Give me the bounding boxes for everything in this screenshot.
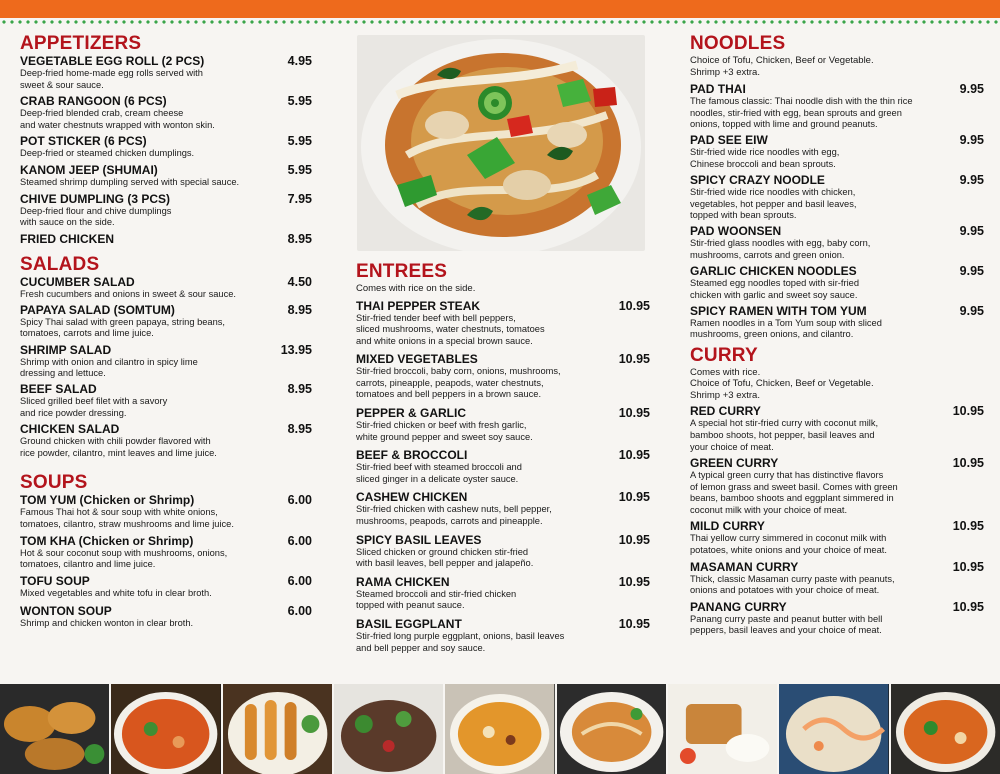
note-line: Choice of Tofu, Chicken, Beef or Vegetable. [690,378,874,390]
menu-item-price: 13.95 [280,342,312,357]
menu-item-name: SPICY RAMEN WITH TOM YUM [690,303,867,318]
menu-item-name: CHICKEN SALAD [20,421,120,436]
menu-item-description: Steamed egg noodles toped with sir-fried [690,277,859,288]
menu-item-name: THAI PEPPER STEAK [356,298,481,313]
menu-item-description: of lemon grass and sweet basil. Comes with green [690,481,898,492]
menu-item-price: 6.00 [287,574,312,589]
menu-item-description: and bell pepper and soy sauce. [356,642,486,653]
menu-item-description: Panang curry paste and peanut butter with bell [690,613,883,624]
menu-item-price: 8.95 [287,421,312,436]
menu-item-name: BEEF SALAD [20,382,97,397]
menu-item-price: 8.95 [287,231,312,246]
menu-item-description: tomatoes, cilantro and lime juice. [20,559,156,570]
salads-list [20,275,312,459]
menu-item-name: GREEN CURRY [690,456,779,471]
menu-item [20,422,312,459]
menu-item-description: Spicy Thai salad with green papaya, string beans, [20,316,225,327]
menu-item-name: SPICY BASIL LEAVES [356,532,482,547]
section-title-curry: CURRY [690,344,758,366]
left-column [20,34,312,629]
menu-item-description: Chinese broccoli and bean sprouts. [690,158,836,169]
menu-item-row [690,82,984,96]
menu-item-description: Ramen noodles in a Tom Yum soup with sliced [690,317,882,328]
menu-item-name: BASIL EGGPLANT [356,617,462,631]
menu-item-description: your choice of meat. [690,441,774,452]
menu-item [690,173,984,222]
menu-item-description: sliced ginger in a delicate oyster sauce. [356,473,519,484]
menu-item-row [690,264,984,278]
menu-item-row [690,304,984,318]
menu-item-description: Stir-fried beef with steamed broccoli and [356,462,522,473]
dotted-border [0,19,1000,25]
menu-item-price: 10.95 [618,574,650,589]
menu-item-description: chicken with garlic and sweet soy sauce. [690,289,858,300]
menu-item-price: 10.95 [618,532,650,547]
menu-item-description: Steamed broccoli and stir-fried chicken [356,588,517,599]
menu-item-description: onions, topped with lime and ground peanuts. [690,119,878,130]
menu-item-row [20,232,312,246]
menu-item-description: Fresh cucumbers and onions in sweet & sour sauce. [20,288,237,299]
note-line: Shrimp +3 extra. [690,66,760,78]
curry-section [690,346,984,637]
menu-item-description: Shrimp with onion and cilantro in spicy lime [20,356,198,367]
entrees-section [356,262,650,654]
menu-item [690,224,984,261]
menu-item-name: MILD CURRY [690,519,765,534]
menu-item-description: mushrooms, carrots and green onion. [690,249,845,260]
menu-item-description: dressing and lettuce. [20,368,106,379]
menu-item-description: The famous classic: Thai noodle dish with the thin rice [690,96,913,106]
pad-thai-photo [557,684,668,774]
beef-salad-photo [334,684,445,774]
menu-item [356,617,650,654]
menu-item [20,54,312,91]
menu-item-row [690,600,984,614]
menu-item-name: SHRIMP SALAD [20,342,112,357]
menu-item [20,343,312,380]
menu-item-name: PAD WOONSEN [690,224,782,239]
menu-item-price: 9.95 [959,303,984,318]
menu-item-row [20,303,312,317]
katsu-rice-photo [668,684,779,774]
noodles-list [690,82,984,341]
menu-item-row [356,575,650,589]
menu-item [20,192,312,229]
menu-item-description: Stir-fried long purple eggplant, onions, basil leaves [356,631,565,641]
menu-item-description: Stir-fried broccoli, baby corn, onions, mushrooms, [356,366,561,377]
appetizers-section [20,34,312,246]
menu-item-row [690,173,984,187]
menu-item-row [690,404,984,418]
menu-item-row [20,54,312,68]
menu-item-name: BEEF & BROCCOLI [356,448,468,463]
soups-section [20,473,312,629]
menu-item [690,600,984,637]
menu-item-description: and water chestnuts wrapped with wonton skin. [20,119,215,130]
section-title-soups: SOUPS [20,472,88,494]
menu-item [356,490,650,527]
menu-item-price: 6.00 [287,603,312,618]
menu-item [20,604,312,630]
section-title-noodles: NOODLES [690,33,786,54]
menu-item-description: A special hot stir-fried curry with coconut milk, [690,418,879,429]
menu-item-description: Sliced grilled beef filet with a savory [20,396,168,407]
menu-item-row [356,448,650,462]
menu-item-name: KANOM JEEP (SHUMAI) [20,162,158,177]
menu-item [690,264,984,301]
menu-item-name: RED CURRY [690,404,761,419]
menu-item-name: PEPPER & GARLIC [356,406,467,421]
menu-item-price: 9.95 [959,82,984,96]
menu-item-description: tomatoes, carrots and lime juice. [20,328,154,339]
menu-item [20,275,312,301]
menu-item-name: FRIED CHICKEN [20,231,115,246]
menu-item [690,404,984,453]
menu-item [20,94,312,131]
menu-item-row [356,299,650,313]
note-line: Comes with rice. [690,366,761,378]
curry-list [690,404,984,637]
right-column [690,34,984,637]
menu-item-row [20,493,312,507]
note-line: Comes with rice on the side. [356,283,476,294]
menu-item-price: 10.95 [952,599,984,614]
menu-item-row [356,533,650,547]
menu-item [690,560,984,597]
menu-item-row [20,192,312,206]
section-title-entrees: ENTREES [356,261,448,282]
menu-item-name: SPICY CRAZY NOODLE [690,172,825,187]
menu-item-row [690,224,984,238]
stir-fry-photo [357,35,645,251]
menu-item [690,82,984,131]
menu-item-price: 10.95 [618,617,650,631]
menu-item-row [356,617,650,631]
menu-item-name: CASHEW CHICKEN [356,490,468,505]
salads-section [20,255,312,459]
menu-item-row [20,382,312,396]
menu-item-row [20,534,312,548]
menu-item-price: 5.95 [287,162,312,177]
menu-item-description: topped with peanut sauce. [356,600,465,611]
menu-item-name: TOFU SOUP [20,574,90,589]
menu-item-name: TOM KHA (Chicken or Shrimp) [20,533,194,548]
menu-item-description: noodles, stir-fried with egg, bean sprouts and green [690,107,902,118]
menu-item-price: 4.95 [287,54,312,68]
menu-item-row [20,275,312,289]
menu-item-description: sweet & sour sauce. [20,79,104,90]
menu-item-row [20,94,312,108]
menu-item-price: 10.95 [618,298,650,313]
menu-item-description: with basil leaves, bell pepper and jalapeño. [356,558,534,569]
menu-item-name: RAMA CHICKEN [356,574,450,589]
menu-item-price: 10.95 [952,519,984,534]
menu-item-description: carrots, pineapple, peapods, water chestnuts, [356,377,544,388]
menu-item-description: Stir-fried glass noodles with egg, baby corn, [690,238,871,249]
menu-item-row [690,133,984,147]
menu-item [20,493,312,530]
menu-item-description: Stir-fried chicken with cashew nuts, bell pepper, [356,504,552,515]
menu-item-description: Deep-fried or steamed chicken dumplings. [20,148,195,159]
menu-item [356,448,650,485]
note-line: Shrimp +3 extra. [690,389,760,401]
menu-item-description: Thai yellow curry simmered in coconut milk with [690,533,887,544]
menu-item [20,303,312,340]
menu-item-name: MIXED VEGETABLES [356,352,478,367]
menu-item-description: white ground pepper and sweet soy sauce. [356,431,533,442]
menu-item-description: beans, bamboo shoots and eggplant simmered in [690,493,894,504]
tom-yum-soup-photo [111,684,222,774]
menu-item-price: 9.95 [959,224,984,239]
menu-item-price: 5.95 [287,94,312,109]
menu-item-description: sliced mushrooms, water chestnuts, tomatoes [356,324,545,335]
menu-item-description: topped with bean sprouts. [690,210,797,221]
menu-item-price: 8.95 [287,302,312,317]
menu-item-row [690,519,984,533]
menu-item-row [20,163,312,177]
menu-item-description: vegetables, hot pepper and basil leaves, [690,198,857,209]
menu-item-description: mushrooms, green onions, and cilantro. [690,329,854,340]
menu-item [356,575,650,612]
top-color-band [0,0,1000,18]
menu-item-description: with sauce on the side. [20,217,115,228]
menu-item-row [690,456,984,470]
menu-item-name: CUCUMBER SALAD [20,274,135,289]
note-line: Choice of Tofu, Chicken, Beef or Vegetable. [690,55,874,66]
section-title-appetizers: APPETIZERS [20,33,142,54]
food-photo-strip [0,684,1000,774]
menu-item-description: onions and potatoes with your choice of meat. [690,585,880,596]
menu-item [20,574,312,600]
noodles-note [690,55,984,78]
menu-item-price: 9.95 [959,133,984,148]
menu-item-name: PANANG CURRY [690,599,787,614]
menu-item [20,134,312,160]
menu-item-description: Deep-fried home-made egg rolls served with [20,68,203,78]
menu-item-price: 10.95 [618,490,650,505]
menu-item-name: WONTON SOUP [20,603,112,618]
menu-item-description: mushrooms, peapods, carrots and pineapple. [356,516,543,527]
menu-item [356,299,650,348]
menu-item [690,519,984,556]
shrimp-noodles-photo [779,684,890,774]
red-curry-photo [891,684,1000,774]
menu-item-description: rice powder, cilantro, mint leaves and lime juice. [20,447,217,458]
menu-item-row [356,406,650,420]
menu-item-name: CRAB RANGOON (6 PCS) [20,94,167,109]
menu-item-price: 10.95 [952,404,984,419]
menu-item-price: 6.00 [287,533,312,548]
menu-item-description: peppers, basil leaves and your choice of meat. [690,625,882,636]
menu-item-name: TOM YUM (Chicken or Shrimp) [20,493,195,508]
menu-item-description: Stir-fried chicken or beef with fresh garlic, [356,420,527,431]
menu-item-name: PAPAYA SALAD (SOMTUM) [20,302,175,317]
menu-item [20,232,312,246]
menu-item-row [356,352,650,366]
menu-item-description: Sliced chicken or ground chicken stir-fried [356,546,529,557]
menu-item-description: Famous Thai hot & sour soup with white onions, [20,507,218,518]
menu-item [356,406,650,443]
fried-chicken-photo [0,684,111,774]
menu-item-row [356,490,650,504]
menu-item-row [20,134,312,148]
menu-item-name: GARLIC CHICKEN NOODLES [690,263,857,278]
menu-item-description: tomatoes, cilantro, straw mushrooms and lime juice. [20,518,234,529]
menu-item-description: Mixed vegetables and white tofu in clear broth. [20,588,212,599]
menu-item-row [690,560,984,574]
menu-item-description: Hot & sour coconut soup with mushrooms, onions, [20,547,228,558]
menu-item [356,533,650,570]
menu-item [356,352,650,401]
menu-item-description: and rice powder dressing. [20,407,127,418]
menu-item-price: 10.95 [952,559,984,574]
fried-shrimp-photo [223,684,334,774]
menu-item [690,133,984,170]
menu-item-price: 10.95 [952,456,984,471]
menu-item [20,163,312,189]
curry-bowl-photo [445,684,556,774]
menu-item-description: tomatoes and bell peppers in a brown sauce. [356,389,542,400]
menu-item-price: 4.50 [287,274,312,289]
menu-item-description: Shrimp and chicken wonton in clear broth. [20,617,194,628]
menu-item-description: Stir-fried wide rice noodles with chicken, [690,186,856,197]
middle-column [356,262,650,654]
menu-item-price: 5.95 [287,134,312,149]
entrees-note [356,283,650,295]
menu-item-description: Steamed shrimp dumpling served with special sauce. [20,176,240,187]
menu-item-name: CHIVE DUMPLING (3 PCS) [20,191,171,206]
menu-item-description: Deep-fried flour and chive dumplings [20,205,172,216]
appetizers-list [20,54,312,246]
menu-item-price: 6.00 [287,493,312,508]
menu-item-name: POT STICKER (6 PCS) [20,134,147,149]
menu-item-price: 10.95 [618,448,650,463]
soups-list [20,493,312,629]
menu-item-description: Deep-fried blended crab, cream cheese [20,108,184,119]
section-title-salads: SALADS [20,253,100,275]
menu-item-description: Stir-fried tender beef with bell peppers, [356,312,516,323]
menu-item-description: bamboo shoots, hot pepper, basil leaves and [690,429,875,440]
menu-item [690,456,984,516]
menu-item-row [20,422,312,436]
menu-item-row [20,604,312,618]
menu-item-price: 10.95 [618,352,650,367]
menu-item-description: and white onions in a special brown sauce. [356,335,533,346]
menu-item-description: coconut milk with your choice of meat. [690,504,848,515]
menu-item-name: PAD SEE EIW [690,133,768,148]
menu-item-description: Ground chicken with chili powder flavored with [20,435,211,446]
menu-item-price: 8.95 [287,382,312,397]
menu-item-description: potatoes, white onions and your choice of meat. [690,545,887,556]
menu-item-price: 10.95 [618,406,650,421]
menu-item [20,382,312,419]
menu-item-row [20,574,312,588]
menu-item-price: 9.95 [959,172,984,187]
menu-item-name: PAD THAI [690,82,746,96]
menu-item-description: Stir-fried wide rice noodles with egg, [690,147,840,158]
menu-item [20,534,312,571]
noodles-section [690,34,984,341]
menu-item-description: A typical green curry that has distinctive flavors [690,470,884,481]
curry-note [690,367,984,402]
menu-item-description: Thick, classic Masaman curry paste with peanuts, [690,573,895,584]
menu-item-row [20,343,312,357]
menu-item-price: 9.95 [959,263,984,278]
menu-item-price: 7.95 [287,191,312,206]
menu-item-name: MASAMAN CURRY [690,559,799,574]
menu-item [690,304,984,341]
entrees-list [356,299,650,655]
menu-item-name: VEGETABLE EGG ROLL (2 PCS) [20,54,205,68]
